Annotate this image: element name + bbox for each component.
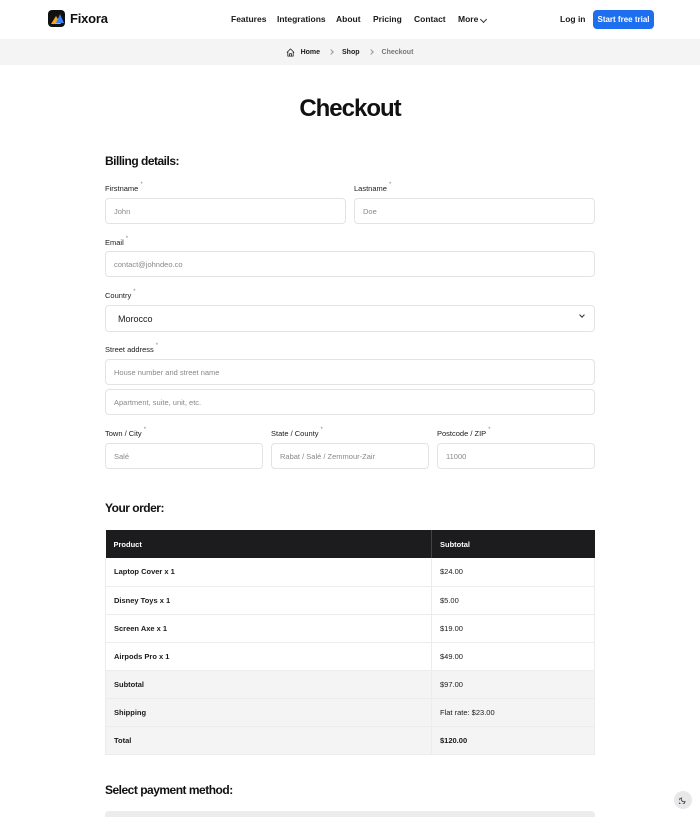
street-line1-input[interactable]: House number and street name bbox=[105, 359, 595, 385]
table-header-row bbox=[106, 530, 595, 558]
chevron-right-icon bbox=[328, 49, 334, 55]
breadcrumb-shop[interactable]: Shop bbox=[342, 48, 360, 56]
product-name: Airpods Pro x 1 bbox=[106, 642, 432, 670]
table-row bbox=[106, 586, 595, 614]
zip-input[interactable]: 11000 bbox=[437, 443, 595, 469]
breadcrumb-current: Checkout bbox=[381, 48, 414, 56]
nav-contact[interactable]: Contact bbox=[414, 14, 446, 24]
state-label: State / County * bbox=[271, 427, 323, 438]
summary-label: Shipping bbox=[106, 698, 432, 726]
nav-features[interactable]: Features bbox=[231, 14, 267, 24]
login-link[interactable]: Log in bbox=[560, 14, 586, 24]
email-label: Email * bbox=[105, 236, 129, 247]
product-subtotal: $5.00 bbox=[432, 586, 595, 614]
summary-value: $120.00 bbox=[432, 726, 595, 754]
shipping-row bbox=[106, 698, 595, 726]
header-subtotal: Subtotal bbox=[432, 530, 595, 558]
billing-title: Billing details: bbox=[105, 154, 180, 168]
summary-label: Subtotal bbox=[106, 670, 432, 698]
product-subtotal: $49.00 bbox=[432, 642, 595, 670]
nav-more-dropdown[interactable] bbox=[458, 14, 486, 24]
theme-toggle-button[interactable] bbox=[674, 791, 692, 809]
brand-name: Fixora bbox=[70, 11, 108, 26]
country-value: Morocco bbox=[118, 313, 153, 324]
payment-title: Select payment method: bbox=[105, 783, 233, 797]
summary-label: Total bbox=[106, 726, 432, 754]
email-input[interactable]: contact@johndeo.co bbox=[105, 251, 595, 277]
street-line2-input[interactable]: Apartment, suite, unit, etc. bbox=[105, 389, 595, 415]
order-title: Your order: bbox=[105, 501, 164, 515]
home-icon[interactable] bbox=[286, 48, 295, 57]
brand-logo[interactable] bbox=[48, 10, 108, 27]
chevron-down-icon bbox=[480, 16, 487, 23]
firstname-label: Firstname * bbox=[105, 182, 143, 193]
firstname-input[interactable]: John bbox=[105, 198, 346, 224]
table-row bbox=[106, 642, 595, 670]
nav-about[interactable]: About bbox=[336, 14, 361, 24]
summary-value: $97.00 bbox=[432, 670, 595, 698]
order-table bbox=[105, 530, 595, 755]
start-free-trial-button[interactable]: Start free trial bbox=[593, 10, 654, 29]
table-row bbox=[106, 614, 595, 642]
product-name: Screen Axe x 1 bbox=[106, 614, 432, 642]
nav-integrations[interactable]: Integrations bbox=[277, 14, 326, 24]
table-row bbox=[106, 558, 595, 586]
lastname-input[interactable]: Doe bbox=[354, 198, 595, 224]
city-input[interactable]: Salé bbox=[105, 443, 263, 469]
summary-value: Flat rate: $23.00 bbox=[432, 698, 595, 726]
zip-label: Postcode / ZIP * bbox=[437, 427, 491, 438]
country-select[interactable] bbox=[105, 305, 595, 332]
nav-pricing[interactable]: Pricing bbox=[373, 14, 402, 24]
street-label: Street address * bbox=[105, 343, 159, 354]
product-subtotal: $19.00 bbox=[432, 614, 595, 642]
chevron-down-icon bbox=[579, 312, 585, 318]
product-subtotal: $24.00 bbox=[432, 558, 595, 586]
subtotal-row bbox=[106, 670, 595, 698]
chevron-right-icon bbox=[368, 49, 374, 55]
product-name: Disney Toys x 1 bbox=[106, 586, 432, 614]
city-label: Town / City * bbox=[105, 427, 147, 438]
breadcrumb-bar bbox=[0, 39, 700, 65]
breadcrumb-home[interactable]: Home bbox=[300, 48, 321, 56]
state-input[interactable]: Rabat / Salé / Zemmour-Zair bbox=[271, 443, 429, 469]
site-header bbox=[0, 0, 700, 39]
payment-method-panel[interactable] bbox=[105, 811, 595, 817]
moon-icon bbox=[679, 791, 687, 809]
page-title: Checkout bbox=[299, 95, 401, 122]
country-label: Country * bbox=[105, 289, 136, 300]
total-row bbox=[106, 726, 595, 754]
breadcrumb bbox=[286, 48, 414, 57]
header-product: Product bbox=[106, 530, 432, 558]
product-name: Laptop Cover x 1 bbox=[106, 558, 432, 586]
nav-more-label: More bbox=[458, 14, 479, 24]
logo-icon bbox=[48, 10, 65, 27]
lastname-label: Lastname * bbox=[354, 182, 392, 193]
